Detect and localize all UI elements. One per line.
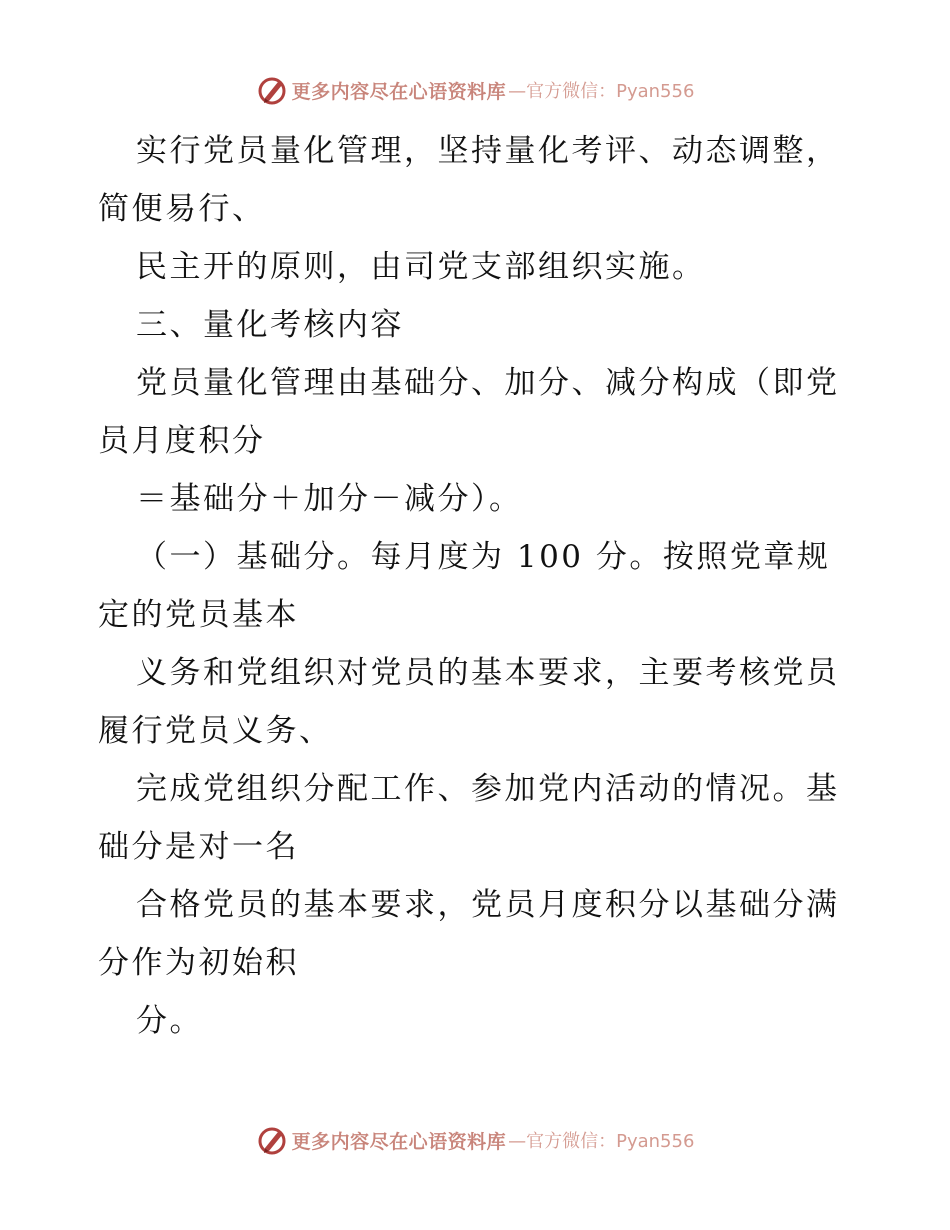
paragraph-line: 定的党员基本 [98, 597, 299, 633]
paragraph-line: 实行党员量化管理，坚持量化考评、动态调整， [136, 133, 840, 169]
watermark-wechat-text: —官方微信：Pyan556 [508, 1131, 695, 1152]
watermark-brand-text: 更多内容尽在心语资料库 [291, 1130, 507, 1153]
watermark-brand-text: 更多内容尽在心语资料库 [291, 80, 507, 103]
red-pen-circle-icon [256, 74, 288, 106]
paragraph-line: 完成党组织分配工作、参加党内活动的情况。基 [136, 771, 840, 807]
paragraph-line: （一）基础分。每月度为 100 分。按照党章规 [136, 539, 831, 575]
red-pen-circle-icon [256, 1124, 288, 1156]
paragraph-line: 分作为初始积 [98, 945, 299, 981]
paragraph-line: 民主开的原则，由司党支部组织实施。 [136, 249, 706, 285]
paragraph-line: 合格党员的基本要求，党员月度积分以基础分满 [136, 887, 840, 923]
paragraph-line: ＝基础分＋加分－减分）。 [136, 481, 523, 517]
section-heading: 三、量化考核内容 [136, 307, 404, 343]
paragraph-line: 义务和党组织对党员的基本要求，主要考核党员 [136, 655, 840, 691]
paragraph-line: 党员量化管理由基础分、加分、减分构成（即党 [136, 365, 840, 401]
paragraph-line: 简便易行、 [98, 191, 266, 227]
header-watermark [0, 70, 950, 110]
footer-watermark [0, 1120, 950, 1160]
paragraph-line: 员月度积分 [98, 423, 266, 459]
watermark-wechat-text: —官方微信：Pyan556 [508, 81, 695, 102]
document-body [98, 122, 858, 1050]
paragraph-line: 分。 [136, 1003, 203, 1039]
paragraph-line: 础分是对一名 [98, 829, 299, 865]
paragraph-line: 履行党员义务、 [98, 713, 333, 749]
